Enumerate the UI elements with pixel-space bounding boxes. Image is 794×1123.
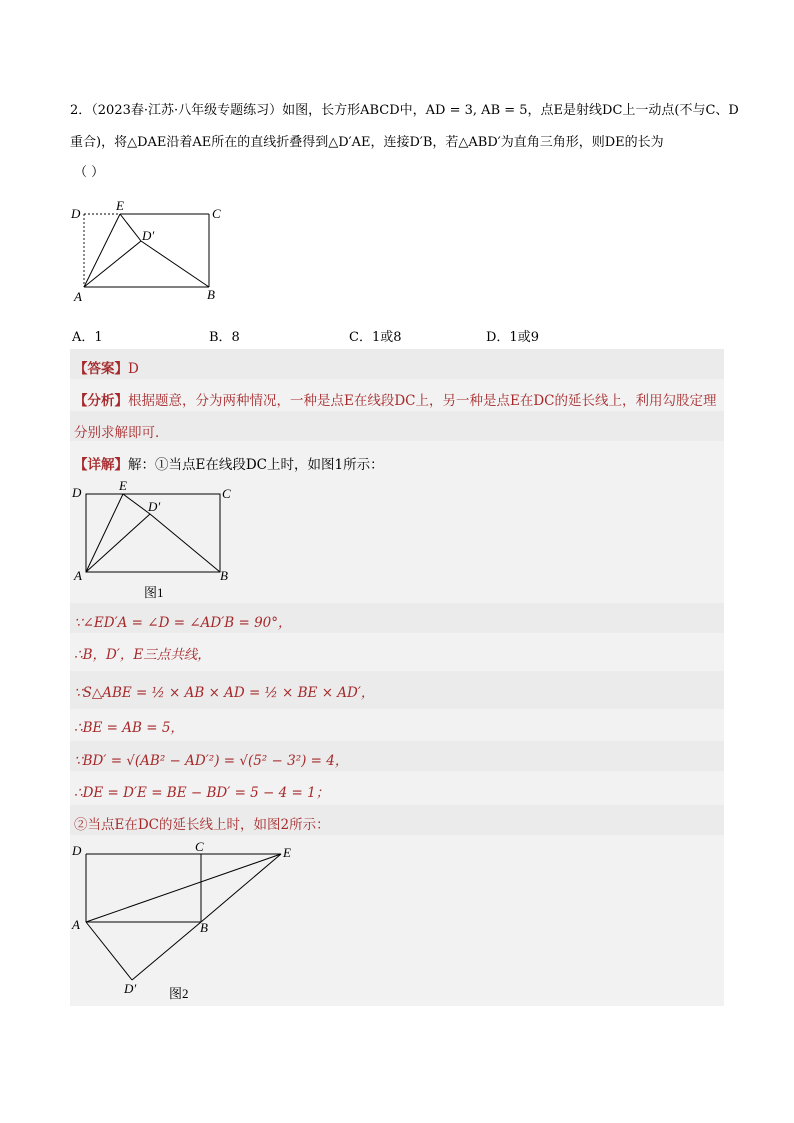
fig2-caption: 图2 bbox=[169, 986, 189, 1001]
step-5: ∵BD′ = √(AB² − AD′²) = √(5² − 3²) = 4， bbox=[74, 753, 349, 769]
detail-tag: 【详解】 bbox=[74, 457, 128, 473]
option-a: A．1 bbox=[72, 330, 103, 345]
step-2: ∴B，D′，E三点共线， bbox=[74, 647, 211, 663]
answer-line bbox=[74, 357, 139, 377]
step-4: ∴BE = AB = 5， bbox=[74, 720, 184, 736]
question-line-1: 2．（2023春·江苏·八年级专题练习）如图，长方形ABCD中，AD = 3, AB = 5，点E是射线DC上一动点(不与C、D bbox=[70, 103, 739, 118]
fig1-label-d-prime: D′ bbox=[148, 499, 161, 514]
label-d-prime: D′ bbox=[142, 228, 155, 243]
fig1-label-a: A bbox=[74, 568, 82, 583]
detail-intro: 解：①当点E在线段DC上时，如图1所示： bbox=[128, 457, 384, 473]
figure-2 bbox=[66, 835, 306, 1005]
fig2-label-d-prime: D′ bbox=[124, 981, 137, 996]
fig1-label-d: D bbox=[72, 485, 82, 500]
analysis-text-1: 根据题意，分为两种情况，一种是点E在线段DC上，另一种是点E在DC的延长线上，利用勾股定理 bbox=[128, 393, 717, 409]
figure-1 bbox=[66, 476, 246, 604]
label-b: B bbox=[207, 287, 215, 302]
label-c: C bbox=[212, 206, 221, 221]
label-d: D bbox=[71, 206, 81, 221]
option-c: C．1或8 bbox=[349, 330, 402, 345]
question-line-3: （ ） bbox=[74, 165, 105, 180]
fig2-label-b: B bbox=[200, 920, 208, 935]
case-2-line: ②当点E在DC的延长线上时，如图2所示： bbox=[74, 817, 330, 833]
answer-tag: 【答案】 bbox=[74, 361, 128, 377]
option-b: B．8 bbox=[209, 330, 240, 345]
step-3: ∵S△ABE = ½ × AB × AD = ½ × BE × AD′， bbox=[74, 685, 375, 701]
fig1-caption: 图1 bbox=[144, 585, 164, 600]
step-1: ∵∠ED′A = ∠D = ∠AD′B = 90°， bbox=[74, 615, 292, 631]
fig1-label-c: C bbox=[222, 486, 231, 501]
fig2-label-c: C bbox=[195, 839, 204, 854]
fig1-label-b: B bbox=[220, 568, 228, 583]
step-6: ∴DE = D′E = BE − BD′ = 5 − 4 = 1； bbox=[74, 785, 330, 801]
label-a: A bbox=[74, 289, 82, 304]
fig2-label-e: E bbox=[283, 845, 291, 860]
detail-line bbox=[74, 453, 384, 473]
question-figure bbox=[66, 195, 236, 307]
option-d: D．1或9 bbox=[486, 330, 539, 345]
fig2-label-a: A bbox=[72, 917, 80, 932]
fig1-label-e: E bbox=[119, 478, 127, 493]
fig2-label-d: D bbox=[72, 843, 82, 858]
analysis-line-1 bbox=[74, 389, 717, 409]
analysis-tag: 【分析】 bbox=[74, 393, 128, 409]
analysis-line-2: 分别求解即可． bbox=[74, 425, 169, 441]
answer-value: D bbox=[128, 361, 139, 377]
question-line-2: 重合)，将△DAE沿着AE所在的直线折叠得到△D′AE，连接D′B，若△ABD′为直角三角形，则DE的长为 bbox=[70, 135, 664, 150]
label-e: E bbox=[116, 198, 124, 213]
